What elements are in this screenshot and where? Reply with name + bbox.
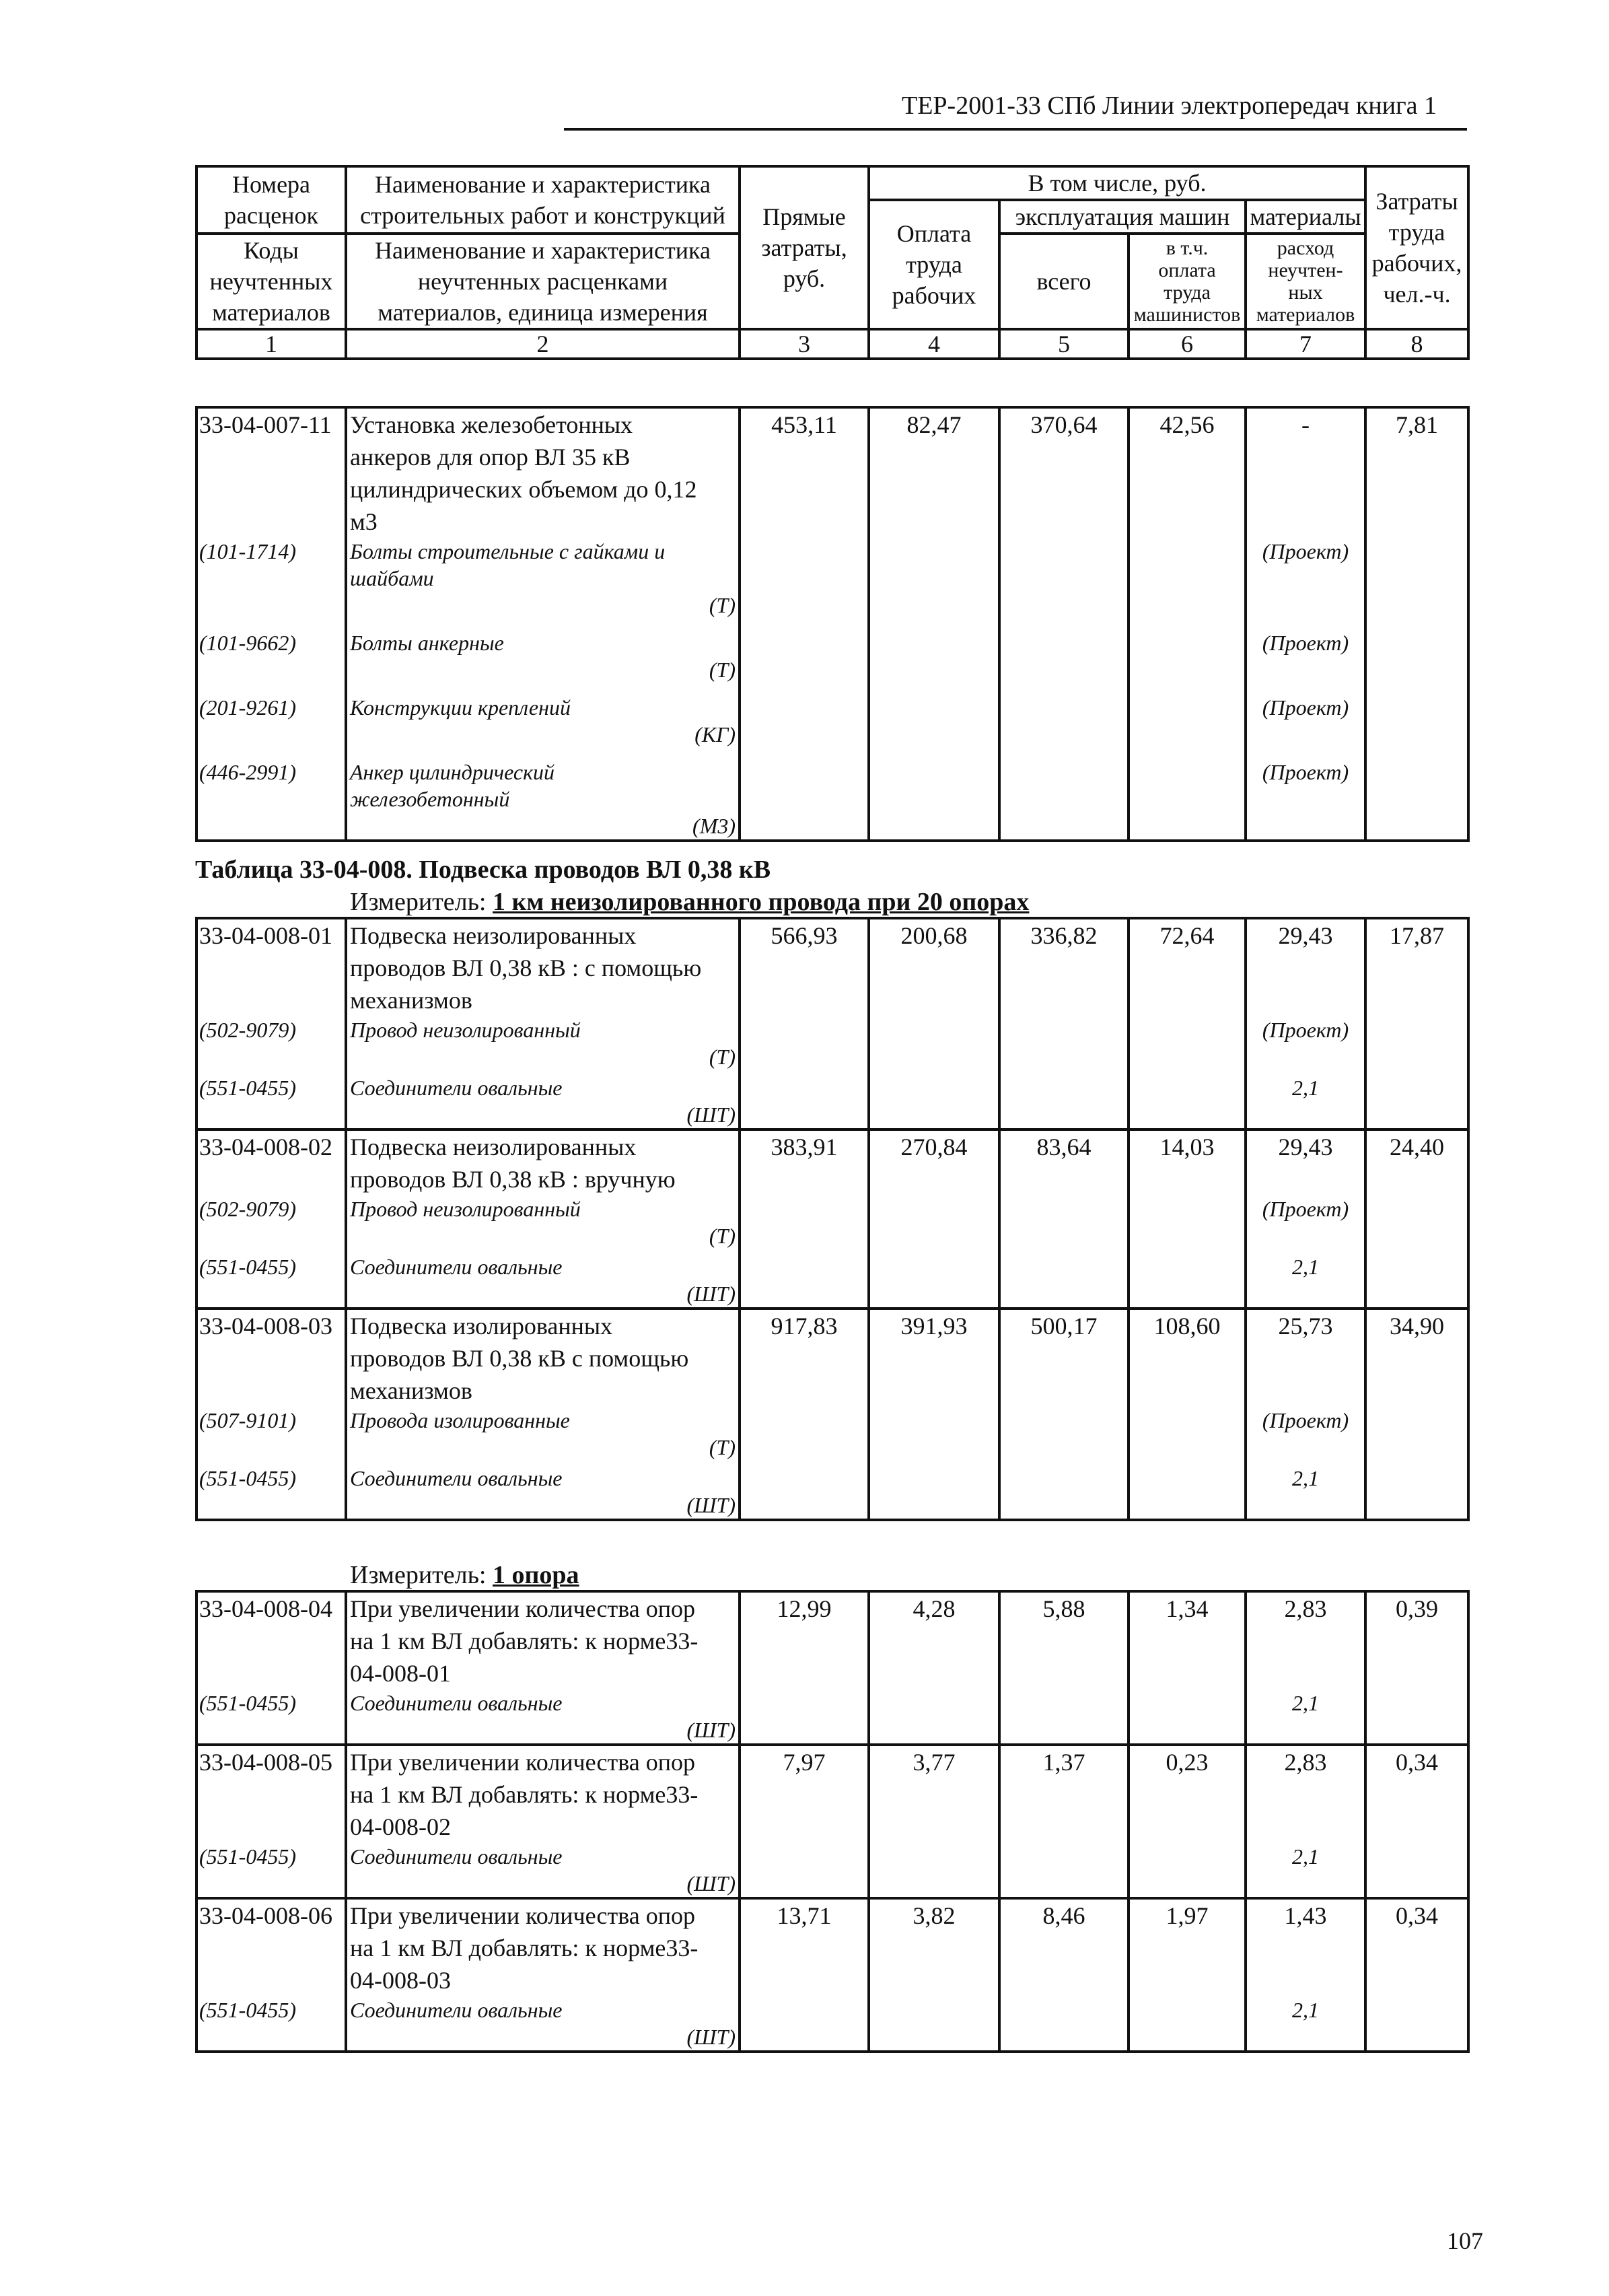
worker-pay: 391,93 (869, 1309, 999, 1520)
operators-pay: 14,03 (1129, 1129, 1246, 1309)
header-worker-pay: Оплата труда рабочих (869, 200, 999, 329)
material-name: Соединители овальные (350, 1255, 563, 1279)
material-code: (507-9101) (199, 1408, 296, 1432)
meter-label: Измеритель: (350, 1561, 493, 1589)
material-quantity: 2,1 (1292, 1691, 1319, 1715)
material-name: Болты строительные с гайками и (350, 539, 666, 563)
labor-hours: 24,40 (1365, 1129, 1468, 1309)
material-quantity: (Проект) (1262, 539, 1349, 563)
rate-description: на 1 км ВЛ добавлять: к норме33- (350, 1628, 699, 1655)
rate-code: 33-04-008-04 (199, 1595, 332, 1622)
rate-code-cell (196, 1309, 346, 1520)
header-machines: эксплуатация машин (999, 200, 1246, 234)
material-quantity: (Проект) (1262, 760, 1349, 784)
header-unaccounted-materials: расход неучтен- ных материалов (1246, 234, 1365, 329)
rate-description-cell (346, 918, 740, 1129)
material-code: (551-0455) (199, 1466, 296, 1490)
rate-description: проводов ВЛ 0,38 кВ : с помощью (350, 954, 702, 981)
machines-total: 83,64 (999, 1129, 1129, 1309)
material-code: (551-0455) (199, 1998, 296, 2022)
material-code: (201-9261) (199, 695, 296, 720)
material-quantity: 2,1 (1292, 1076, 1319, 1100)
direct-costs: 917,83 (740, 1309, 869, 1520)
operators-pay: 72,64 (1129, 918, 1246, 1129)
material-quantity: 2,1 (1292, 1998, 1319, 2022)
rate-code: 33-04-008-05 (199, 1749, 332, 1776)
rate-code: 33-04-008-03 (199, 1313, 332, 1340)
material-code: (551-0455) (199, 1691, 296, 1715)
material-name: Провод неизолированный (350, 1018, 581, 1042)
rate-row (196, 918, 1468, 1129)
column-numbers-row (196, 329, 1468, 359)
rates-table-007 (195, 406, 1470, 842)
materials-value: 25,73 (1278, 1313, 1333, 1340)
header-rate-numbers: Номера расценок (196, 166, 346, 234)
column-number: 3 (740, 329, 869, 359)
rate-code: 33-04-008-01 (199, 922, 332, 949)
rate-code-cell (196, 1129, 346, 1309)
material-name: Соединители овальные (350, 1076, 563, 1100)
rate-description: анкеров для опор ВЛ 35 кВ (350, 444, 631, 471)
material-name: шайбами (350, 566, 434, 590)
material-unit: (Т) (709, 1045, 736, 1069)
rate-description-cell (346, 407, 740, 841)
material-code: (101-9662) (199, 631, 296, 655)
rate-description: При увеличении количества опор (350, 1595, 696, 1622)
material-name: Соединители овальные (350, 1466, 563, 1490)
column-number: 4 (869, 329, 999, 359)
direct-costs: 7,97 (740, 1745, 869, 1898)
material-unit: (Т) (709, 593, 736, 617)
meter-label: Измеритель: (350, 888, 493, 916)
material-name: Анкер цилиндрический (350, 760, 555, 784)
direct-costs: 383,91 (740, 1129, 869, 1309)
material-name: железобетонный (350, 787, 510, 811)
rate-description: на 1 км ВЛ добавлять: к норме33- (350, 1935, 699, 1961)
header-operators-pay: в т.ч. оплата труда машинистов (1129, 234, 1246, 329)
materials-value: 29,43 (1278, 922, 1333, 949)
direct-costs: 12,99 (740, 1591, 869, 1745)
rates-table-008-b (195, 1590, 1470, 2053)
machines-total: 8,46 (999, 1898, 1129, 2052)
material-unit: (ШТ) (686, 1718, 736, 1742)
meter-line (350, 887, 1029, 917)
column-number: 7 (1246, 329, 1365, 359)
rate-description: цилиндрических объемом до 0,12 (350, 476, 697, 503)
rate-description: 04-008-02 (350, 1813, 451, 1840)
rate-description: проводов ВЛ 0,38 кВ с помощью (350, 1345, 689, 1372)
materials-value: - (1301, 411, 1310, 438)
rate-code-cell (196, 407, 346, 841)
section-33-04-008-a (195, 917, 1467, 1521)
column-header-section (195, 165, 1467, 360)
meter-line (350, 1560, 579, 1590)
labor-hours: 7,81 (1365, 407, 1468, 841)
header-material-codes: Коды неучтенных материалов (196, 234, 346, 329)
column-number: 1 (196, 329, 346, 359)
material-unit: (Т) (709, 1224, 736, 1248)
column-number: 8 (1365, 329, 1468, 359)
worker-pay: 4,28 (869, 1591, 999, 1745)
worker-pay: 3,82 (869, 1898, 999, 2052)
rate-description-cell (346, 1309, 740, 1520)
rate-description-cell (346, 1745, 740, 1898)
header-material-name: Наименование и характеристика неучтенных расценками материалов, единица измерения (346, 234, 740, 329)
table-title: Таблица 33-04-008. Подвеска проводов ВЛ 0,38 кВ (195, 856, 771, 884)
material-quantity: (Проект) (1262, 1197, 1349, 1221)
rate-code: 33-04-007-11 (199, 411, 332, 438)
meter-value: 1 км неизолированного провода при 20 опорах (493, 888, 1030, 916)
rate-description: механизмов (350, 1377, 472, 1404)
header-labor-hours: Затраты труда рабочих, чел.-ч. (1365, 166, 1468, 329)
rate-description: м3 (350, 508, 378, 535)
rate-row (196, 407, 1468, 841)
column-number: 2 (346, 329, 740, 359)
labor-hours: 0,34 (1365, 1898, 1468, 2052)
labor-hours: 17,87 (1365, 918, 1468, 1129)
header-direct-costs: Прямые затраты, руб. (740, 166, 869, 329)
materials-value: 29,43 (1278, 1134, 1333, 1160)
rate-description: Подвеска неизолированных (350, 922, 637, 949)
rate-description: проводов ВЛ 0,38 кВ : вручную (350, 1166, 676, 1193)
rate-description: 04-008-03 (350, 1967, 451, 1994)
machines-total: 5,88 (999, 1591, 1129, 1745)
header-including: В том числе, руб. (869, 166, 1365, 200)
machines-total: 500,17 (999, 1309, 1129, 1520)
rate-row (196, 1129, 1468, 1309)
material-name: Болты анкерные (350, 631, 504, 655)
material-quantity: 2,1 (1292, 1466, 1319, 1490)
material-unit: (Т) (709, 658, 736, 682)
rate-description: механизмов (350, 987, 472, 1014)
rate-row (196, 1591, 1468, 1745)
header-materials: материалы (1246, 200, 1365, 234)
direct-costs: 566,93 (740, 918, 869, 1129)
material-code: (101-1714) (199, 539, 296, 563)
material-code: (551-0455) (199, 1076, 296, 1100)
rate-row (196, 1898, 1468, 2052)
material-quantity: 2,1 (1292, 1255, 1319, 1279)
rate-description: на 1 км ВЛ добавлять: к норме33- (350, 1781, 699, 1808)
material-unit: (ШТ) (686, 1103, 736, 1127)
rate-description: При увеличении количества опор (350, 1902, 696, 1929)
materials-value: 2,83 (1284, 1595, 1327, 1622)
direct-costs: 453,11 (740, 407, 869, 841)
material-name: Провода изолированные (350, 1408, 570, 1432)
material-quantity: (Проект) (1262, 1408, 1349, 1432)
rate-description-cell (346, 1129, 740, 1309)
material-unit: (ШТ) (686, 1871, 736, 1895)
material-quantity: (Проект) (1262, 695, 1349, 720)
header-rule (564, 128, 1467, 131)
rate-description: Установка железобетонных (350, 411, 633, 438)
rate-description: 04-008-01 (350, 1660, 451, 1687)
rate-code: 33-04-008-02 (199, 1134, 332, 1160)
section-33-04-007 (195, 406, 1467, 842)
machines-total: 336,82 (999, 918, 1129, 1129)
rate-description: При увеличении количества опор (350, 1749, 696, 1776)
column-number: 5 (999, 329, 1129, 359)
rate-row (196, 1309, 1468, 1520)
material-name: Соединители овальные (350, 1691, 563, 1715)
material-unit: (ШТ) (686, 1493, 736, 1517)
rate-description-cell (346, 1898, 740, 2052)
material-quantity: (Проект) (1262, 631, 1349, 655)
materials-cell (1246, 1898, 1365, 2052)
operators-pay: 0,23 (1129, 1745, 1246, 1898)
materials-value: 1,43 (1284, 1902, 1327, 1929)
column-number: 6 (1129, 329, 1246, 359)
rate-description: Подвеска изолированных (350, 1313, 613, 1340)
material-name: Провод неизолированный (350, 1197, 581, 1221)
operators-pay: 1,34 (1129, 1591, 1246, 1745)
materials-cell (1246, 918, 1365, 1129)
section-33-04-008-b (195, 1590, 1467, 2053)
worker-pay: 270,84 (869, 1129, 999, 1309)
material-code: (551-0455) (199, 1844, 296, 1869)
material-unit: (Т) (709, 1435, 736, 1459)
worker-pay: 3,77 (869, 1745, 999, 1898)
page-number: 107 (1447, 2227, 1483, 2254)
material-unit: (ШТ) (686, 1282, 736, 1306)
rates-table-008-a (195, 917, 1470, 1521)
worker-pay: 82,47 (869, 407, 999, 841)
material-name: Соединители овальные (350, 1998, 563, 2022)
machines-total: 370,64 (999, 407, 1129, 841)
material-code: (446-2991) (199, 760, 296, 784)
column-header-table (195, 165, 1470, 360)
material-name: Конструкции креплений (350, 695, 571, 720)
material-quantity: 2,1 (1292, 1844, 1319, 1869)
rate-code-cell (196, 918, 346, 1129)
labor-hours: 0,34 (1365, 1745, 1468, 1898)
rate-description: Подвеска неизолированных (350, 1134, 637, 1160)
materials-cell (1246, 1591, 1365, 1745)
material-name: Соединители овальные (350, 1844, 563, 1869)
labor-hours: 0,39 (1365, 1591, 1468, 1745)
materials-cell (1246, 1745, 1365, 1898)
machines-total: 1,37 (999, 1745, 1129, 1898)
operators-pay: 42,56 (1129, 407, 1246, 841)
direct-costs: 13,71 (740, 1898, 869, 2052)
rate-row (196, 1745, 1468, 1898)
materials-cell (1246, 1309, 1365, 1520)
materials-value: 2,83 (1284, 1749, 1327, 1776)
material-unit: (М3) (692, 814, 736, 838)
worker-pay: 200,68 (869, 918, 999, 1129)
header-machines-total: всего (999, 234, 1129, 329)
labor-hours: 34,90 (1365, 1309, 1468, 1520)
material-quantity: (Проект) (1262, 1018, 1349, 1042)
material-unit: (КГ) (694, 722, 736, 746)
operators-pay: 1,97 (1129, 1898, 1246, 2052)
material-unit: (ШТ) (686, 2025, 736, 2049)
rate-code-cell (196, 1898, 346, 2052)
rate-description-cell (346, 1591, 740, 1745)
header-work-name: Наименование и характеристика строительных работ и конструкций (346, 166, 740, 234)
rate-code-cell (196, 1591, 346, 1745)
meter-value: 1 опора (493, 1561, 579, 1589)
material-code: (502-9079) (199, 1197, 296, 1221)
materials-cell (1246, 1129, 1365, 1309)
page-header: ТЕР-2001-33 СПб Линии электропередач книга 1 (902, 92, 1437, 120)
material-code: (502-9079) (199, 1018, 296, 1042)
operators-pay: 108,60 (1129, 1309, 1246, 1520)
material-code: (551-0455) (199, 1255, 296, 1279)
rate-code: 33-04-008-06 (199, 1902, 332, 1929)
materials-cell (1246, 407, 1365, 841)
rate-code-cell (196, 1745, 346, 1898)
